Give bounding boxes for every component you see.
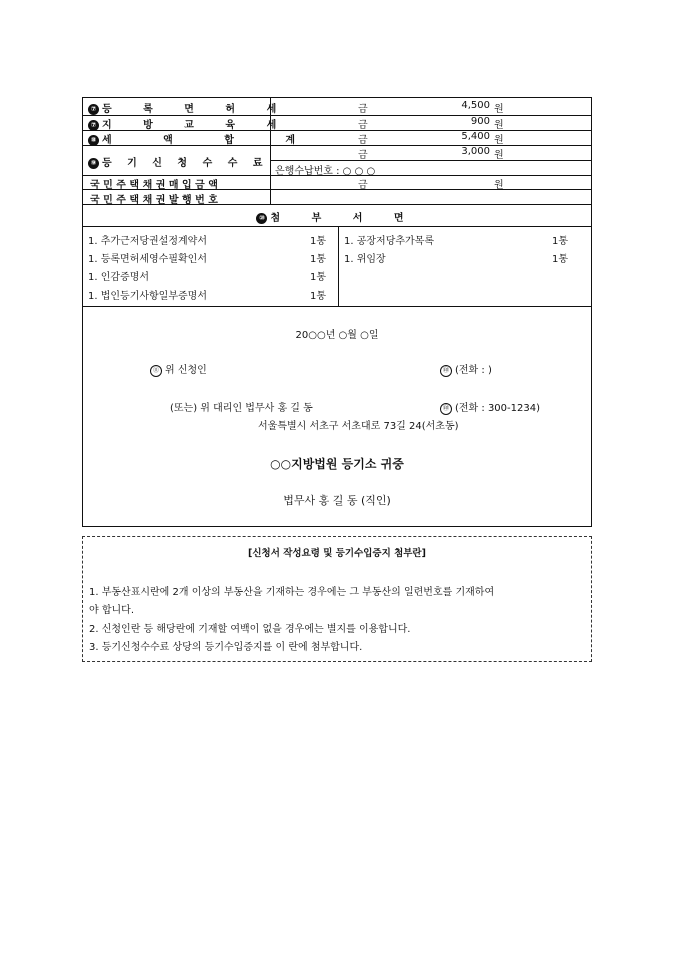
attachment-count: 1통 (309, 291, 326, 302)
fee-label-registration-tax: ⑦ 등 록 면 허 세 (88, 100, 260, 115)
fee-currency: 금 (358, 120, 368, 131)
attachment-count: 1통 (551, 236, 568, 247)
agent-line: (또는) 위 대리인 법무사 홍 길 동 (170, 403, 313, 414)
number-eleven-icon: ⑪ (150, 365, 162, 377)
attachment-count: 1통 (551, 254, 568, 265)
applicant-line: ⑪ 위 신청인 (150, 361, 207, 377)
fee-currency: 금 (358, 135, 368, 146)
fee-unit: 원 (494, 150, 504, 161)
bond-issue-number-label: 국 민 주 택 채 권 발 행 번 호 (90, 195, 218, 206)
attachment-count: 1통 (309, 254, 326, 265)
fee-currency: 금 (358, 150, 368, 161)
fee-amount: 3,000 (461, 146, 490, 157)
fee-amount: 4,500 (461, 100, 490, 111)
fee-amount: 5,400 (461, 131, 490, 142)
instruction-item: 야 합니다. (89, 605, 134, 616)
number-eight-icon: ⑧ (88, 135, 99, 146)
number-nine-icon: ⑨ (88, 158, 99, 169)
attachments-header: ⑩ 첨 부 서 면 (82, 209, 592, 224)
attachment-item: 1. 법인등기사항일부증명서 (88, 291, 207, 302)
seal-icon: ㊞ (440, 365, 452, 377)
column-divider (338, 226, 339, 306)
bank-receipt-number: 은행수납번호 : ○ ○ ○ (275, 166, 376, 177)
fee-amount: 900 (470, 116, 490, 127)
application-date: 20○○년 ○월 ○일 (295, 330, 379, 341)
attachment-item: 1. 공장저당추가목록 (344, 236, 434, 247)
bond-unit: 원 (494, 180, 504, 191)
row-divider (82, 306, 592, 307)
attachment-count: 1통 (309, 272, 326, 283)
agent-phone: ㊞ (전화 : 300-1234) (440, 399, 540, 415)
attachment-item: 1. 등록면허세영수필확인서 (88, 254, 207, 265)
bond-currency: 금 (358, 180, 368, 191)
number-seven-icon: ⑦ (88, 120, 99, 131)
seal-icon: ㊞ (440, 403, 452, 415)
applicant-phone: ㊞ (전화 : ) (440, 361, 492, 377)
instruction-item: 1. 부동산표시란에 2개 이상의 부동산을 기재하는 경우에는 그 부동산의 일련번호를 기재하여 (89, 587, 495, 598)
instruction-item: 3. 등기신청수수료 상당의 등기수입증지를 이 란에 첨부합니다. (89, 642, 363, 653)
attachment-item: 1. 추가근저당권설정계약서 (88, 236, 207, 247)
attachment-item: 1. 인감증명서 (88, 272, 150, 283)
row-divider (270, 160, 592, 161)
fee-unit: 원 (494, 104, 504, 115)
instructions-title: [신청서 작성요령 및 등기수입증지 첨부란] (248, 548, 426, 559)
attachment-count: 1통 (309, 236, 326, 247)
row-divider (82, 226, 592, 227)
number-ten-icon: ⑩ (256, 213, 267, 224)
fee-label-filing-fee: ⑨ 등 기 신 청 수 수 료 (88, 154, 260, 169)
fee-label-tax-total: ⑧ 세 액 합 계 (88, 131, 260, 146)
instruction-item: 2. 신청인란 등 해당란에 기재할 여백이 없을 경우에는 별지를 이용합니다. (89, 624, 411, 635)
court-addressee: ○○지방법원 등기소 귀중 (270, 457, 404, 471)
bond-purchase-label: 국 민 주 택 채 권 매 입 금 액 (90, 180, 218, 191)
attachment-item: 1. 위임장 (344, 254, 386, 265)
fee-unit: 원 (494, 120, 504, 131)
fee-currency: 금 (358, 104, 368, 115)
signer-line: 법무사 홍 길 동 (직인) (283, 494, 391, 507)
agent-address: 서울특별시 서초구 서초대로 73길 24(서초동) (258, 421, 459, 432)
fee-label-education-tax: ⑦ 지 방 교 육 세 (88, 116, 260, 131)
number-seven-icon: ⑦ (88, 104, 99, 115)
fee-unit: 원 (494, 135, 504, 146)
